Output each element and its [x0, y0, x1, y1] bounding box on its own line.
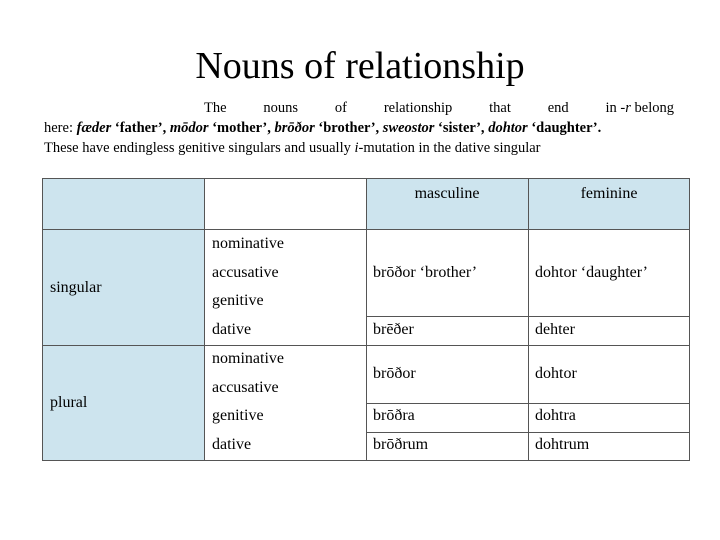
form-cell: brōðrum: [373, 436, 429, 453]
noun-word: dohtor: [488, 120, 528, 136]
case-label: nominative: [212, 235, 284, 252]
feminine-header: feminine: [580, 185, 638, 202]
form-cell: brōðra: [373, 407, 415, 424]
noun-gloss: ‘daughter’.: [531, 120, 602, 136]
form-cell: dohtor ‘daughter’: [535, 264, 648, 281]
case-label: accusative: [212, 379, 279, 396]
intro-word: relationship: [383, 100, 453, 116]
case-label: dative: [212, 321, 252, 338]
corner-cell: [42, 178, 204, 229]
table-divider: [528, 178, 529, 461]
noun-word: mōdor: [169, 120, 209, 136]
noun-gloss: ‘father’,: [114, 120, 167, 136]
form-cell: brōðor: [373, 365, 416, 382]
table-border-left: [42, 178, 43, 461]
case-label: dative: [212, 436, 252, 453]
case-label: genitive: [212, 407, 264, 424]
noun-word: brōðor: [274, 120, 315, 136]
intro-word: nouns: [263, 100, 299, 116]
noun-word: fæder: [76, 120, 112, 136]
form-cell: dohtrum: [535, 436, 590, 453]
intro-line-3: These have endingless genitive singulars and usually i-mutation in the dative singular: [44, 140, 541, 156]
singular-label: singular: [50, 279, 102, 296]
intro-word: that: [489, 100, 511, 116]
form-cell: dohtra: [535, 407, 576, 424]
case-label: nominative: [212, 350, 284, 367]
table-divider: [204, 178, 205, 461]
form-cell: brēðer: [373, 321, 414, 338]
plural-label: plural: [50, 394, 88, 411]
intro-line-2: here: fæder ‘father’, mōdor ‘mother’, brōðor ‘brother’, sweostor ‘sister’, dohtor ‘daughter’.: [44, 120, 602, 136]
slide-title: Nouns of relationship: [195, 45, 525, 87]
form-cell: dohtor: [535, 365, 577, 382]
intro-word: The: [204, 100, 227, 116]
intro-word: in -r belong: [605, 100, 674, 116]
form-cell: brōðor ‘brother’: [373, 264, 478, 281]
form-cell: dehter: [535, 321, 575, 338]
table-divider: [366, 178, 367, 461]
intro-word: of: [334, 100, 347, 116]
noun-gloss: ‘brother’,: [318, 120, 380, 136]
noun-gloss: ‘mother’,: [212, 120, 271, 136]
table-border-right: [689, 178, 690, 461]
case-label: accusative: [212, 264, 279, 281]
noun-gloss: ‘sister’,: [438, 120, 485, 136]
intro-word: end: [547, 100, 569, 116]
noun-word: sweostor: [382, 120, 435, 136]
masculine-header: masculine: [414, 185, 480, 202]
case-label: genitive: [212, 292, 264, 309]
